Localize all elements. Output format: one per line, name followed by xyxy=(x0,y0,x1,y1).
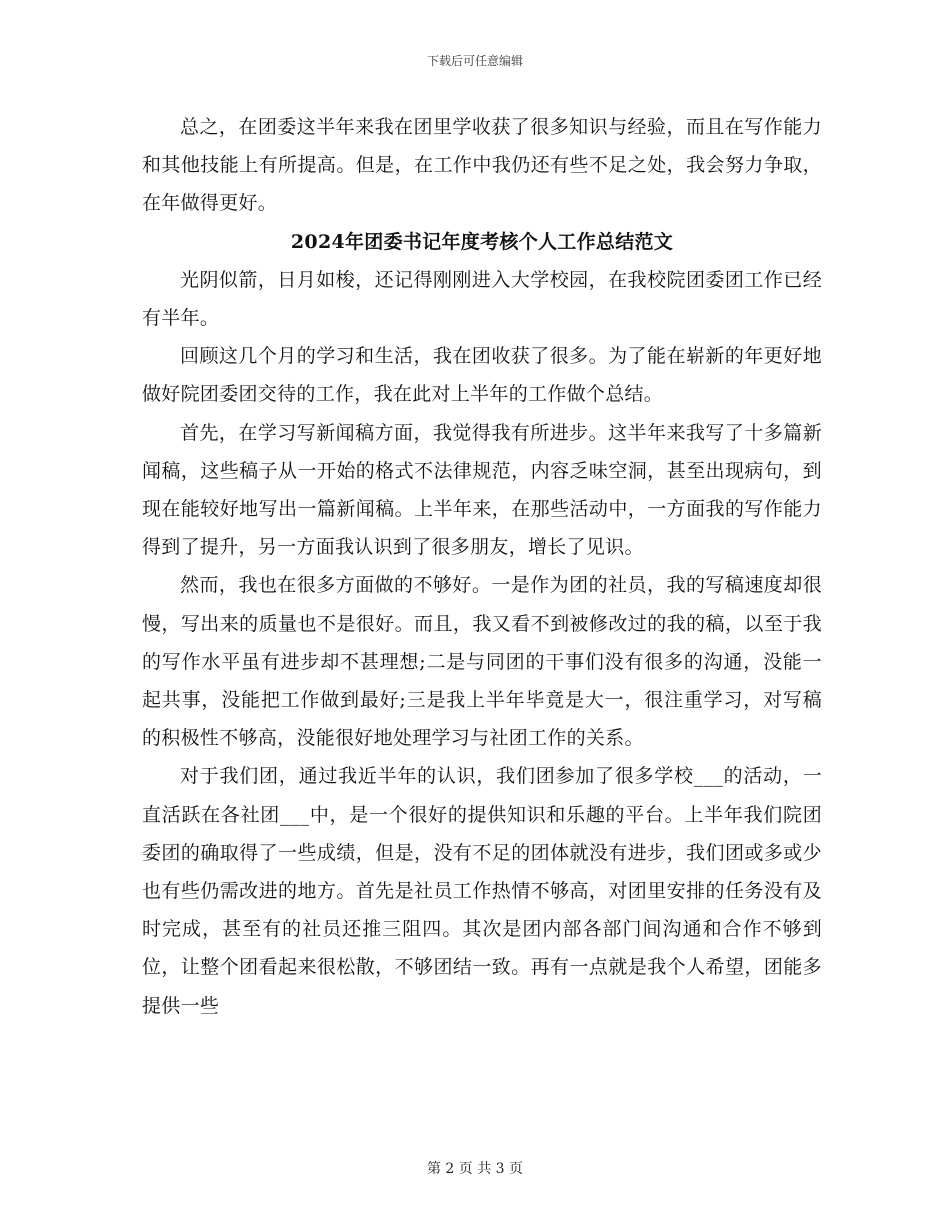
paragraph-review: 回顾这几个月的学习和生活，我在团收获了很多。为了能在崭新的年更好地做好院团委团交待的工作，我在此对上半年的工作做个总结。 xyxy=(142,345,822,406)
paragraph-team-review: 对于我们团，通过我近半年的认识，我们团参加了很多学校___的活动，一直活跃在各社团___中，是一个很好的提供知识和乐趣的平台。上半年我们院团委团的确取得了一些成绩，但是，没有不足的团体就没有进步，我们团或多或少也有些仍需改进的地方。首先是社员工作热情不够高，对团里安排的任务没有及时完成，甚至有的社员还推三阻四。其次是团内部各部门间沟通和合作不够到位，让整个团看起来很松散，不够团结一致。再有一点就是我个人希望，团能多提供一些 xyxy=(142,765,822,1017)
paragraph-news-writing: 首先，在学习写新闻稿方面，我觉得我有所进步。这半年来我写了十多篇新闻稿，这些稿子从一开始的格式不法律规范，内容乏味空洞，甚至出现病句，到现在能较好地写出一篇新闻稿。上半年来，在那些活动中，一方面我的写作能力得到了提升，另一方面我认识到了很多朋友，增长了见识。 xyxy=(142,421,822,559)
paragraph-shortcomings: 然而，我也在很多方面做的不够好。一是作为团的社员，我的写稿速度却很慢，写出来的质量也不是很好。而且，我又看不到被修改过的我的稿，以至于我的写作水平虽有进步却不甚理想;二是与同团的干事们没有很多的沟通，没能一起共事，没能把工作做到最好;三是我上半年毕竟是大一，很注重学习，对写稿的积极性不够高，没能很好地处理学习与社团工作的关系。 xyxy=(142,574,822,750)
header-note: 下载后可任意编辑 xyxy=(426,54,523,68)
document-body xyxy=(142,108,822,1025)
section-title: 2024年团委书记年度考核个人工作总结范文 xyxy=(290,230,674,253)
paragraph-intro: 光阴似箭，日月如梭，还记得刚刚进入大学校园，在我校院团委团工作已经有半年。 xyxy=(142,268,822,330)
paragraph-summary: 总之，在团委这半年来我在团里学收获了很多知识与经验，而且在写作能力和其他技能上有所提高。但是，在工作中我仍还有些不足之处，我会努力争取，在年做得更好。 xyxy=(142,116,822,215)
page-number: 第 2 页 共 3 页 xyxy=(426,1161,524,1177)
